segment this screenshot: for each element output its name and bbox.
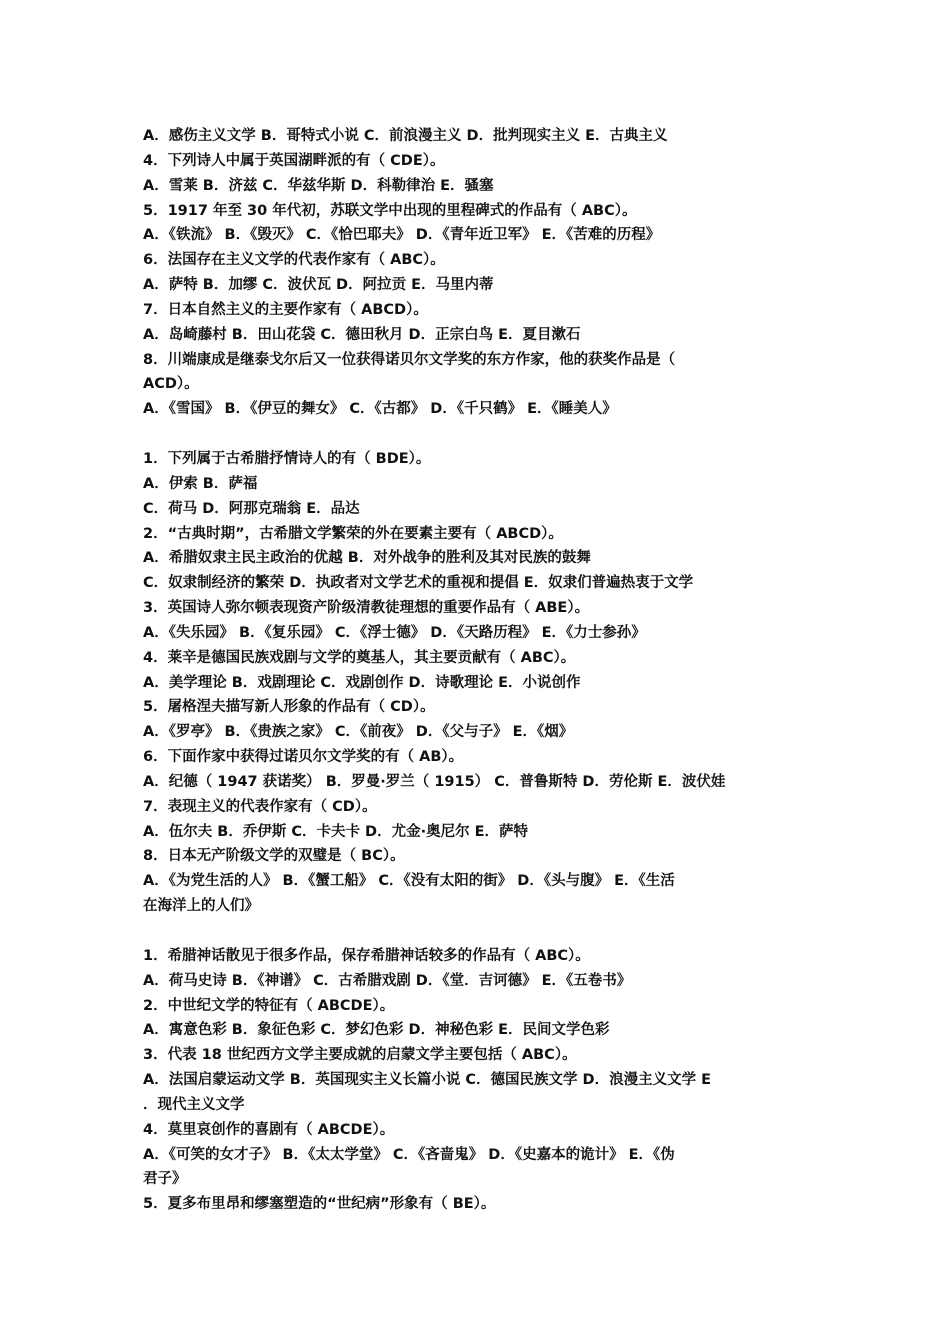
text-line: A．雪莱 B．济兹 C．华兹华斯 D．科勒律治 E．骚塞 <box>143 177 494 194</box>
text-line: A．岛崎藤村 B．田山花袋 C．德田秋月 D．正宗白鸟 E．夏目漱石 <box>143 326 581 343</box>
text-line: A．伊索 B．萨福 <box>143 475 258 492</box>
text-line: C．奴隶制经济的繁荣 D．执政者对文学艺术的重视和提倡 E．奴隶们普遍热衷于文学 <box>143 575 694 592</box>
text-line: A．法国启蒙运动文学 B．英国现实主义长篇小说 C．德国民族文学 D．浪漫主义文学 E <box>143 1072 712 1089</box>
block-spacer <box>143 919 815 944</box>
text-line: A．《雪国》 B．《伊豆的舞女》 C．《古都》 D．《千只鹤》 E．《睡美人》 <box>143 401 617 418</box>
text-line: ．现代主义文学 <box>143 1096 245 1113</box>
text-line: 8．川端康成是继泰戈尔后又一位获得诺贝尔文学奖的东方作家，他的获奖作品是（ <box>143 351 676 368</box>
text-line: A．伍尔夫 B．乔伊斯 C．卡夫卡 D．尤金·奥尼尔 E．萨特 <box>143 823 529 840</box>
text-line: A．感伤主义文学 B．哥特式小说 C．前浪漫主义 D．批判现实主义 E．古典主义 <box>143 128 668 144</box>
text-line: 1．希腊神话散见于很多作品，保存希腊神话较多的作品有（ ABC）。 <box>143 947 590 964</box>
text-line: A．《罗亭》 B．《贵族之家》 C．《前夜》 D．《父与子》 E．《烟》 <box>143 724 574 741</box>
text-line: 8．日本无产阶级文学的双璧是（ BC）。 <box>143 848 405 865</box>
document-body <box>143 124 815 1217</box>
text-line: 4．莫里哀创作的喜剧有（ ABCDE）。 <box>143 1121 395 1138</box>
text-line: 5．夏多布里昂和缪塞塑造的“世纪病”形象有（ BE）。 <box>143 1196 496 1213</box>
text-line: A．《铁流》 B．《毁灭》 C．《恰巴耶夫》 D．《青年近卫军》 E．《苦难的历程》 <box>143 227 661 244</box>
question-block-3 <box>143 944 815 1217</box>
text-line: ACD）。 <box>143 376 199 393</box>
text-line: 4．莱辛是德国民族戏剧与文学的奠基人，其主要贡献有（ ABC）。 <box>143 649 576 666</box>
text-line: 2．中世纪文学的特征有（ ABCDE）。 <box>143 997 395 1014</box>
text-line: A．萨特 B．加缪 C．波伏瓦 D．阿拉贡 E．马里内蒂 <box>143 277 494 294</box>
text-line: 4．下列诗人中属于英国湖畔派的有（ CDE）。 <box>143 152 445 169</box>
text-line: 3．英国诗人弥尔顿表现资产阶级清教徒理想的重要作品有（ ABE）。 <box>143 600 590 617</box>
text-line: 2．“古典时期”，古希腊文学繁荣的外在要素主要有（ ABCD）。 <box>143 525 563 542</box>
question-block-1 <box>143 124 815 422</box>
text-line: A．《失乐园》 B．《复乐园》 C．《浮士德》 D．《天路历程》 E．《力士参孙》 <box>143 624 646 641</box>
text-line: 6．法国存在主义文学的代表作家有（ ABC）。 <box>143 252 445 269</box>
text-line: A．《可笑的女才子》 B．《太太学堂》 C．《吝啬鬼》 D．《史嘉本的诡计》 E．《伪 <box>143 1146 675 1163</box>
text-line: A．纪德（ 1947 获诺奖） B．罗曼·罗兰（ 1915） C．普鲁斯特 D．劳伦斯 E．波伏娃 <box>143 773 726 790</box>
block-spacer <box>143 422 815 447</box>
question-block-2 <box>143 447 815 919</box>
text-line: 5．1917 年至 30 年代初，苏联文学中出现的里程碑式的作品有（ ABC）。 <box>143 202 637 219</box>
text-line: A．荷马史诗 B．《神谱》 C．古希腊戏剧 D．《堂．吉诃德》 E．《五卷书》 <box>143 972 632 989</box>
text-line: 1．下列属于古希腊抒情诗人的有（ BDE）。 <box>143 450 431 467</box>
text-line: 在海洋上的人们》 <box>143 898 259 915</box>
text-line: C．荷马 D．阿那克瑞翁 E．品达 <box>143 500 360 517</box>
text-line: 7．表现主义的代表作家有（ CD）。 <box>143 798 377 815</box>
text-line: 6．下面作家中获得过诺贝尔文学奖的有（ AB）。 <box>143 749 464 766</box>
text-line: A．寓意色彩 B．象征色彩 C．梦幻色彩 D．神秘色彩 E．民间文学色彩 <box>143 1022 610 1039</box>
text-line: 7．日本自然主义的主要作家有（ ABCD）。 <box>143 301 428 318</box>
text-line: 3．代表 18 世纪西方文学主要成就的启蒙文学主要包括（ ABC）。 <box>143 1047 577 1064</box>
text-line: A．希腊奴隶主民主政治的优越 B．对外战争的胜利及其对民族的鼓舞 <box>143 550 591 567</box>
text-line: 5．屠格涅夫描写新人形象的作品有（ CD）。 <box>143 699 435 716</box>
text-line: 君子》 <box>143 1171 187 1188</box>
text-line: A．《为党生活的人》 B．《蟹工船》 C．《没有太阳的街》 D．《头与腹》 E．《生活 <box>143 873 675 890</box>
text-line: A．美学理论 B．戏剧理论 C．戏剧创作 D．诗歌理论 E．小说创作 <box>143 674 581 691</box>
